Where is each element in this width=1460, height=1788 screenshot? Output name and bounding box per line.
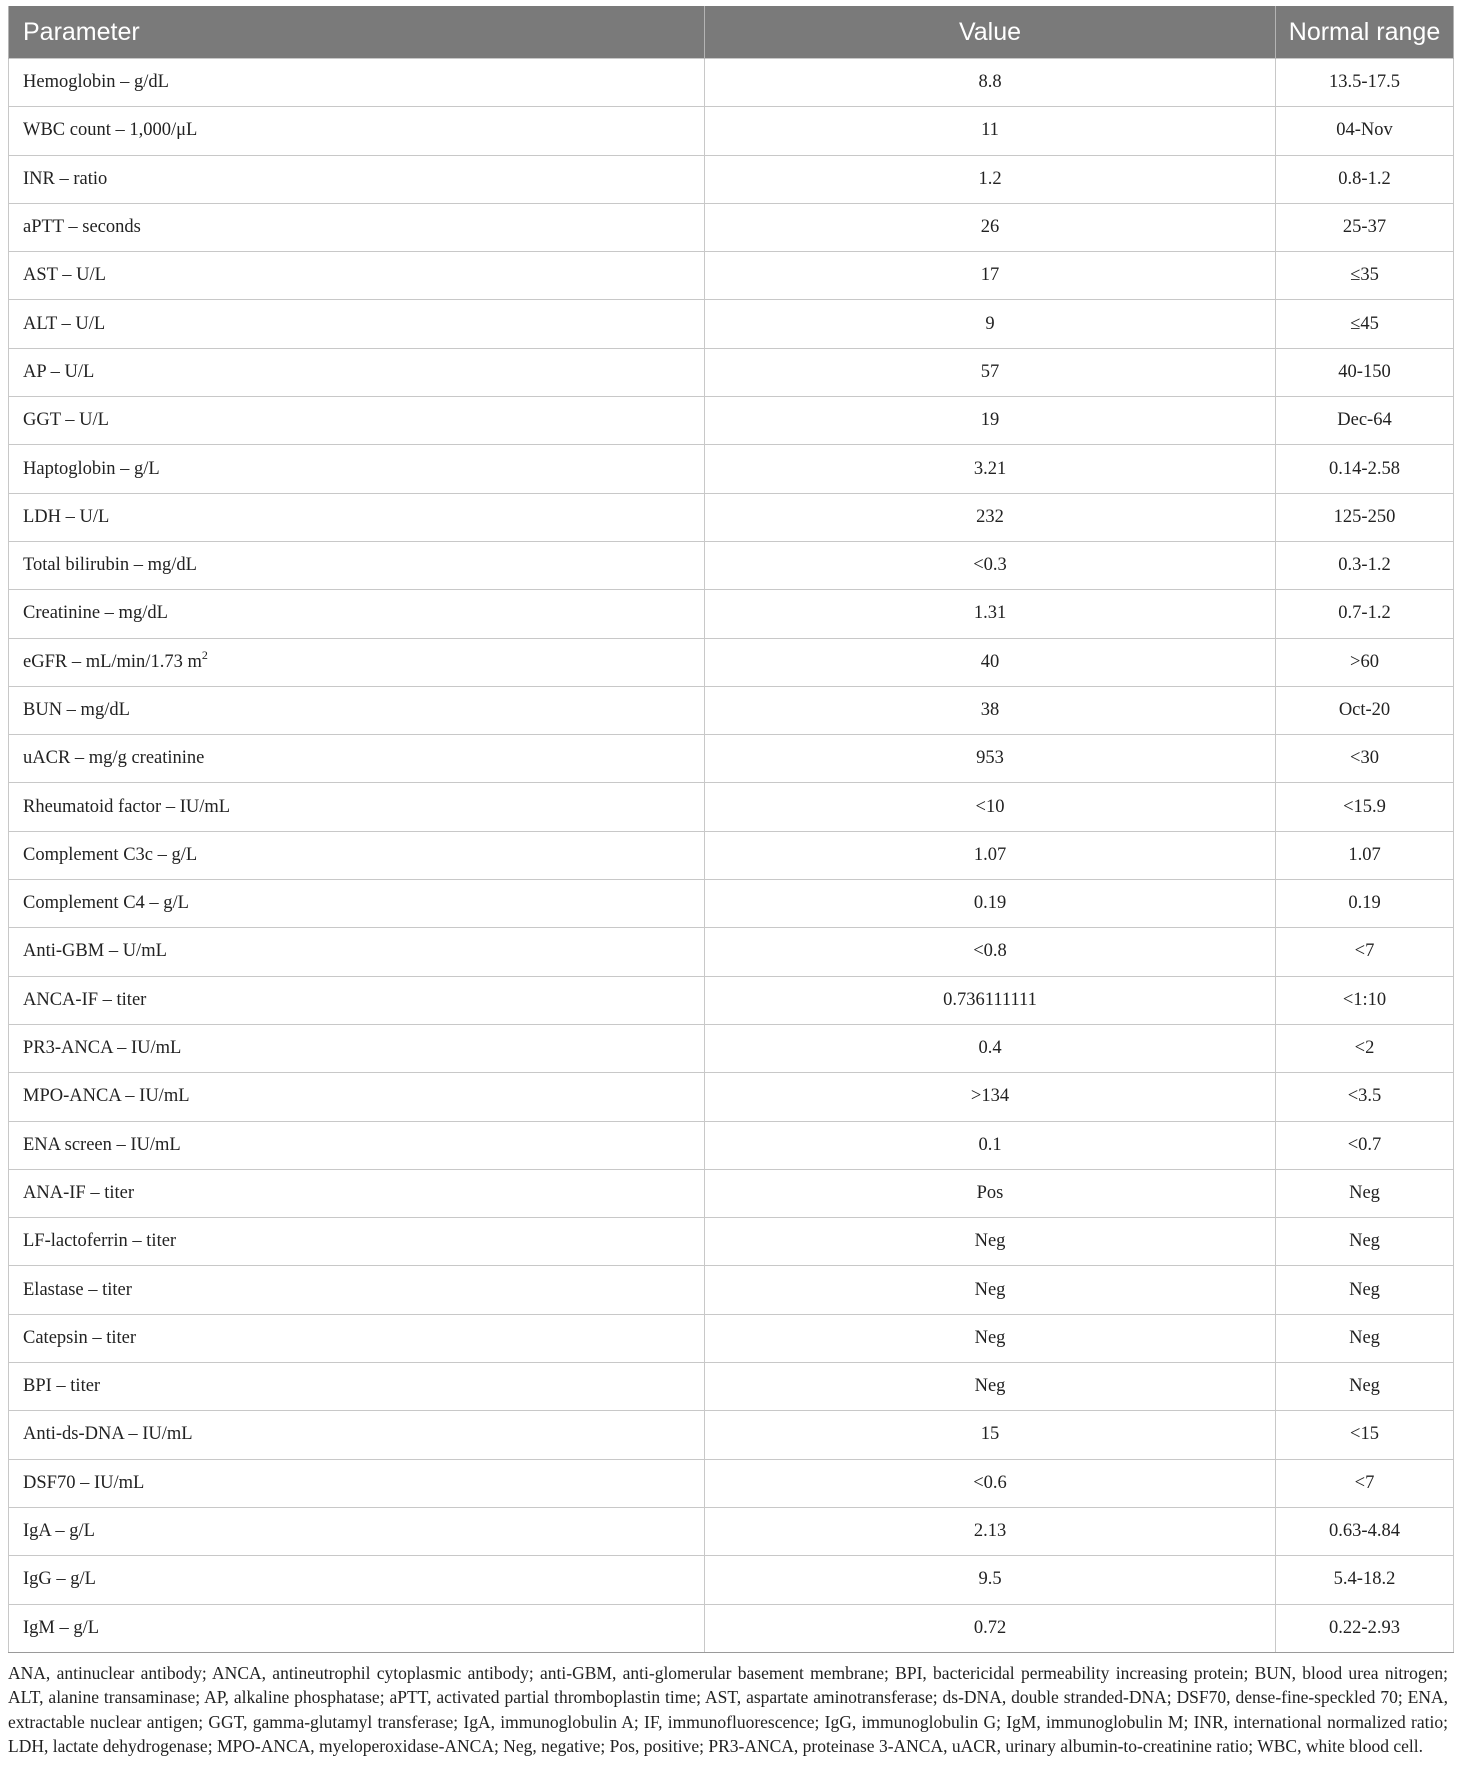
normal-range-cell: 5.4-18.2: [1276, 1556, 1454, 1604]
parameter-cell: [9, 541, 705, 589]
parameter-cell: [9, 1169, 705, 1217]
value-cell: 1.31: [705, 590, 1276, 638]
normal-range-cell: <3.5: [1276, 1073, 1454, 1121]
table-row: [9, 1314, 1454, 1362]
value-cell: 3.21: [705, 445, 1276, 493]
table-row: [9, 397, 1454, 445]
normal-range-cell: 1.07: [1276, 831, 1454, 879]
normal-range-cell: ≤35: [1276, 252, 1454, 300]
normal-range-cell: <2: [1276, 1024, 1454, 1072]
value-cell: <0.8: [705, 928, 1276, 976]
normal-range-cell: <7: [1276, 928, 1454, 976]
value-cell: Neg: [705, 1314, 1276, 1362]
parameter-label: Total bilirubin – mg/dL: [23, 555, 197, 576]
value-cell: <0.3: [705, 541, 1276, 589]
parameter-label: Hemoglobin – g/dL: [23, 72, 169, 93]
parameter-label: IgG – g/L: [23, 1569, 96, 1590]
header-parameter: Parameter: [9, 6, 705, 59]
parameter-label: GGT – U/L: [23, 410, 109, 431]
normal-range-cell: Oct-20: [1276, 686, 1454, 734]
parameter-cell: [9, 1314, 705, 1362]
parameter-cell: [9, 1604, 705, 1652]
normal-range-cell: Neg: [1276, 1266, 1454, 1314]
table-row: [9, 1363, 1454, 1411]
table-row: [9, 107, 1454, 155]
parameter-cell: [9, 252, 705, 300]
parameter-cell: [9, 59, 705, 107]
value-cell: >134: [705, 1073, 1276, 1121]
normal-range-cell: Neg: [1276, 1169, 1454, 1217]
parameter-label: MPO-ANCA – IU/mL: [23, 1086, 190, 1107]
normal-range-cell: 0.63-4.84: [1276, 1507, 1454, 1555]
table-row: [9, 1073, 1454, 1121]
parameter-cell: [9, 493, 705, 541]
parameter-cell: [9, 783, 705, 831]
value-cell: 19: [705, 397, 1276, 445]
table-row: [9, 735, 1454, 783]
value-cell: 953: [705, 735, 1276, 783]
header-value: Value: [705, 6, 1276, 59]
value-cell: 38: [705, 686, 1276, 734]
parameter-cell: [9, 397, 705, 445]
normal-range-cell: 125-250: [1276, 493, 1454, 541]
table-row: [9, 1459, 1454, 1507]
table-body: [9, 59, 1454, 1653]
table-row: [9, 1556, 1454, 1604]
normal-range-cell: 0.22-2.93: [1276, 1604, 1454, 1652]
value-cell: 1.2: [705, 155, 1276, 203]
normal-range-cell: 04-Nov: [1276, 107, 1454, 155]
table-row: [9, 1604, 1454, 1652]
value-cell: 8.8: [705, 59, 1276, 107]
value-cell: 40: [705, 638, 1276, 686]
parameter-label: WBC count – 1,000/μL: [23, 120, 198, 141]
normal-range-cell: <30: [1276, 735, 1454, 783]
normal-range-cell: Neg: [1276, 1363, 1454, 1411]
parameter-cell: [9, 1266, 705, 1314]
normal-range-cell: 0.8-1.2: [1276, 155, 1454, 203]
value-cell: 0.19: [705, 880, 1276, 928]
normal-range-cell: ≤45: [1276, 300, 1454, 348]
normal-range-cell: <1:10: [1276, 976, 1454, 1024]
parameter-label: Anti-ds-DNA – IU/mL: [23, 1424, 193, 1445]
value-cell: 0.4: [705, 1024, 1276, 1072]
value-cell: Neg: [705, 1218, 1276, 1266]
parameter-label: AP – U/L: [23, 361, 95, 382]
parameter-label: uACR – mg/g creatinine: [23, 748, 205, 769]
value-cell: 26: [705, 203, 1276, 251]
parameter-label: aPTT – seconds: [23, 217, 141, 238]
parameter-cell: [9, 590, 705, 638]
parameter-label: Catepsin – titer: [23, 1327, 137, 1348]
parameter-cell: [9, 155, 705, 203]
table-row: [9, 155, 1454, 203]
table-row: [9, 976, 1454, 1024]
table-row: [9, 1411, 1454, 1459]
normal-range-cell: Dec-64: [1276, 397, 1454, 445]
table-row: [9, 686, 1454, 734]
parameter-label: Elastase – titer: [23, 1279, 132, 1300]
parameter-superscript: 2: [201, 647, 208, 662]
parameter-label: ENA screen – IU/mL: [23, 1134, 181, 1155]
parameter-label: ANA-IF – titer: [23, 1182, 134, 1203]
parameter-cell: [9, 1556, 705, 1604]
parameter-label: Complement C4 – g/L: [23, 893, 189, 914]
header-normal-range: Normal range: [1276, 6, 1454, 59]
parameter-cell: [9, 976, 705, 1024]
value-cell: 17: [705, 252, 1276, 300]
parameter-cell: [9, 735, 705, 783]
value-cell: 2.13: [705, 1507, 1276, 1555]
table-row: [9, 252, 1454, 300]
parameter-label: AST – U/L: [23, 265, 106, 286]
table-row: [9, 1266, 1454, 1314]
parameter-label: Rheumatoid factor – IU/mL: [23, 796, 231, 817]
parameter-cell: [9, 880, 705, 928]
parameter-label: eGFR – mL/min/1.73 m: [23, 651, 202, 672]
table-row: [9, 880, 1454, 928]
table-header: [9, 6, 1454, 59]
table-row: [9, 445, 1454, 493]
value-cell: Neg: [705, 1363, 1276, 1411]
value-cell: Neg: [705, 1266, 1276, 1314]
parameter-cell: [9, 1363, 705, 1411]
normal-range-cell: 40-150: [1276, 348, 1454, 396]
parameter-cell: [9, 928, 705, 976]
table-row: [9, 541, 1454, 589]
parameter-label: LDH – U/L: [23, 506, 110, 527]
parameter-cell: [9, 831, 705, 879]
parameter-label: INR – ratio: [23, 168, 108, 189]
table-row: [9, 928, 1454, 976]
value-cell: 9.5: [705, 1556, 1276, 1604]
value-cell: 57: [705, 348, 1276, 396]
parameter-label: Anti-GBM – U/mL: [23, 941, 167, 962]
normal-range-cell: 0.7-1.2: [1276, 590, 1454, 638]
parameter-label: ANCA-IF – titer: [23, 989, 147, 1010]
parameter-cell: [9, 107, 705, 155]
parameter-cell: [9, 1073, 705, 1121]
parameter-cell: [9, 445, 705, 493]
parameter-label: DSF70 – IU/mL: [23, 1472, 145, 1493]
table-row: [9, 638, 1454, 686]
parameter-cell: [9, 1411, 705, 1459]
value-cell: 0.72: [705, 1604, 1276, 1652]
lab-results-table: [8, 6, 1454, 1653]
value-cell: 232: [705, 493, 1276, 541]
table-row: [9, 1218, 1454, 1266]
parameter-label: ALT – U/L: [23, 313, 106, 334]
parameter-cell: [9, 1218, 705, 1266]
normal-range-cell: 25-37: [1276, 203, 1454, 251]
parameter-cell: [9, 686, 705, 734]
parameter-label: LF-lactoferrin – titer: [23, 1231, 177, 1252]
normal-range-cell: 0.19: [1276, 880, 1454, 928]
normal-range-cell: <15: [1276, 1411, 1454, 1459]
normal-range-cell: <0.7: [1276, 1121, 1454, 1169]
parameter-label: BPI – titer: [23, 1376, 101, 1397]
normal-range-cell: Neg: [1276, 1314, 1454, 1362]
normal-range-cell: >60: [1276, 638, 1454, 686]
table-footnote: ANA, antinuclear antibody; ANCA, antineutrophil cytoplasmic antibody; anti-GBM, anti-glomerular basement membrane; BPI, bactericidal permeability increasing protein; BUN, blood urea nitrogen; ALT, alanine transaminase; AP, alkaline phosphatase; aPTT, activated partial thromboplastin time; AST, aspartate aminotransferase; ds-DNA, double stranded-DNA; DSF70, dense-fine-speckled 70; ENA, extractable nuclear antigen; GGT, gamma-glutamyl transferase; IgA, immunoglobulin A; IF, immunofluorescence; IgG, immunoglobulin G; IgM, immunoglobulin M; INR, international normalized ratio; LDH, lactate dehydrogenase; MPO-ANCA, myeloperoxidase-ANCA; Neg, negative; Pos, positive; PR3-ANCA, proteinase 3-ANCA, uACR, urinary albumin-to-creatinine ratio; WBC, white blood cell.: [8, 1662, 1448, 1757]
value-cell: 0.1: [705, 1121, 1276, 1169]
parameter-label: BUN – mg/dL: [23, 700, 130, 720]
header-row: [9, 6, 1454, 59]
parameter-cell: [9, 638, 705, 686]
table-row: [9, 1169, 1454, 1217]
parameter-cell: [9, 1024, 705, 1072]
parameter-label: Creatinine – mg/dL: [23, 603, 168, 624]
table-row: [9, 590, 1454, 638]
value-cell: <10: [705, 783, 1276, 831]
table-row: [9, 203, 1454, 251]
parameter-cell: [9, 300, 705, 348]
parameter-label: IgM – g/L: [23, 1617, 100, 1638]
value-cell: 0.736111111: [705, 976, 1276, 1024]
parameter-cell: [9, 203, 705, 251]
value-cell: 1.07: [705, 831, 1276, 879]
normal-range-cell: 0.14-2.58: [1276, 445, 1454, 493]
normal-range-cell: <15.9: [1276, 783, 1454, 831]
table-row: [9, 831, 1454, 879]
parameter-label: PR3-ANCA – IU/mL: [23, 1038, 182, 1059]
table-row: [9, 493, 1454, 541]
normal-range-cell: Neg: [1276, 1218, 1454, 1266]
parameter-label: Complement C3c – g/L: [23, 844, 198, 865]
parameter-cell: [9, 1507, 705, 1555]
table-row: [9, 1507, 1454, 1555]
table-row: [9, 59, 1454, 107]
value-cell: 15: [705, 1411, 1276, 1459]
value-cell: <0.6: [705, 1459, 1276, 1507]
table-row: [9, 783, 1454, 831]
document-page: [8, 6, 1453, 1759]
normal-range-cell: 13.5-17.5: [1276, 59, 1454, 107]
table-row: [9, 1121, 1454, 1169]
table-row: [9, 1024, 1454, 1072]
table-row: [9, 300, 1454, 348]
parameter-label: Haptoglobin – g/L: [23, 458, 160, 479]
parameter-cell: [9, 348, 705, 396]
value-cell: 11: [705, 107, 1276, 155]
parameter-label: IgA – g/L: [23, 1521, 95, 1542]
value-cell: Pos: [705, 1169, 1276, 1217]
normal-range-cell: 0.3-1.2: [1276, 541, 1454, 589]
normal-range-cell: <7: [1276, 1459, 1454, 1507]
parameter-cell: [9, 1121, 705, 1169]
value-cell: 9: [705, 300, 1276, 348]
table-row: [9, 348, 1454, 396]
parameter-cell: [9, 1459, 705, 1507]
